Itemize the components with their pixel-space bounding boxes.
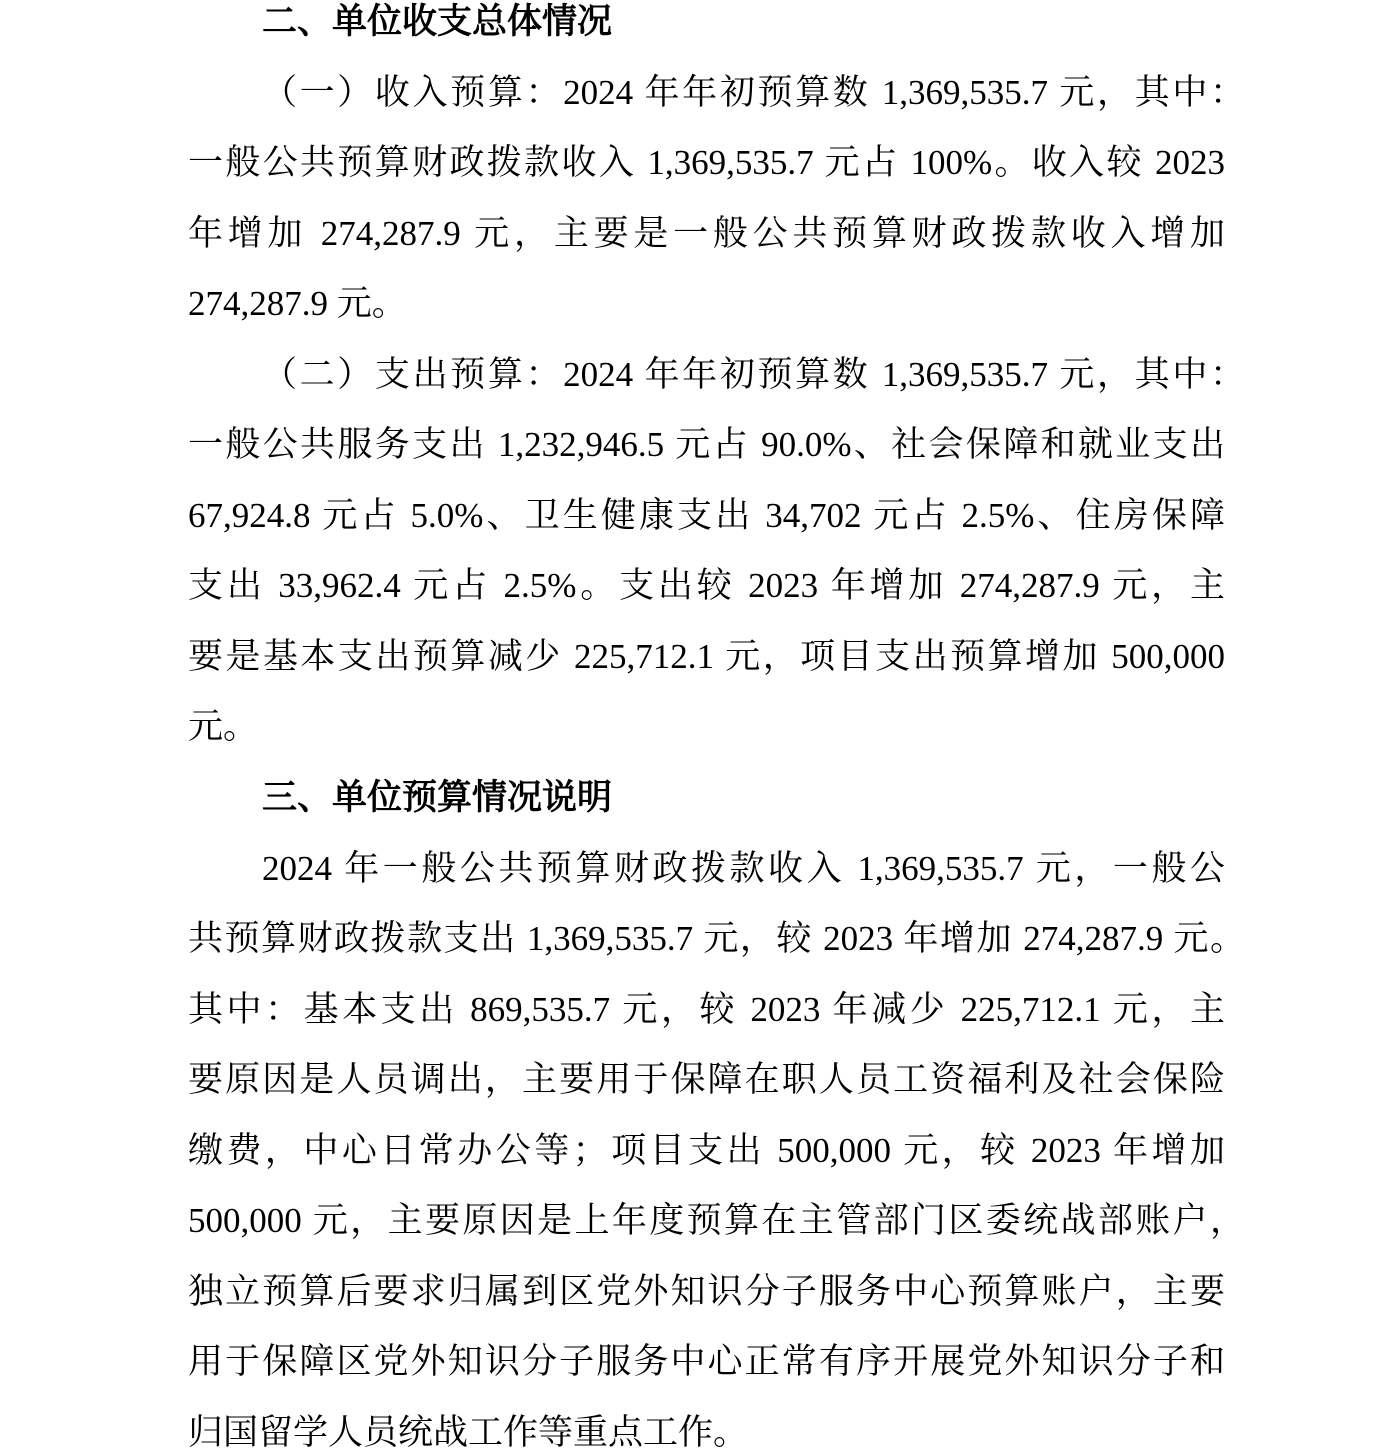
paragraph-line: 支出 33,962.4 元占 2.5%。支出较 2023 年增加 274,287.9 元，主 (188, 566, 1225, 606)
paragraph-line: 用于保障区党外知识分子服务中心正常有序开展党外知识分子和 (188, 1342, 1225, 1382)
paragraph-line: （一）收入预算：2024 年年初预算数 1,369,535.7 元，其中： (262, 72, 1245, 112)
section-heading: 二、单位收支总体情况 (262, 2, 613, 41)
paragraph-line: （二）支出预算：2024 年年初预算数 1,369,535.7 元，其中： (262, 354, 1245, 394)
paragraph-line: 2024 年一般公共预算财政拨款收入 1,369,535.7 元，一般公 (262, 848, 1225, 888)
document-page (188, 2, 1245, 1453)
section-budget-explanation (188, 778, 1245, 1453)
paragraph-line: 归国留学人员统战工作等重点工作。 (188, 1412, 749, 1452)
paragraph-line: 要是基本支出预算减少 225,712.1 元，项目支出预算增加 500,000 (188, 636, 1225, 676)
paragraph-line: 年增加 274,287.9 元，主要是一般公共预算财政拨款收入增加 (188, 213, 1225, 253)
paragraph-line: 274,287.9 元。 (188, 284, 407, 324)
paragraph-line: 共预算财政拨款支出 1,369,535.7 元，较 2023 年增加 274,287.9 元。 (188, 919, 1245, 959)
paragraph-expenditure-budget (188, 355, 1245, 748)
section-heading: 三、单位预算情况说明 (262, 778, 613, 818)
paragraph-line: 要原因是人员调出，主要用于保障在职人员工资福利及社会保险 (188, 1060, 1225, 1100)
paragraph-budget-explanation (188, 849, 1245, 1453)
paragraph-line: 500,000 元，主要原因是上年度预算在主管部门区委统战部账户， (188, 1201, 1245, 1241)
section-income-expenditure (188, 2, 1245, 747)
paragraph-line: 元。 (188, 707, 259, 747)
paragraph-line: 其中：基本支出 869,535.7 元，较 2023 年减少 225,712.1 元，主 (188, 989, 1225, 1029)
paragraph-line: 一般公共预算财政拨款收入 1,369,535.7 元占 100%。收入较 2023 (188, 143, 1225, 183)
paragraph-line: 一般公共服务支出 1,232,946.5 元占 90.0%、社会保障和就业支出 (188, 425, 1225, 465)
paragraph-line: 独立预算后要求归属到区党外知识分子服务中心预算账户，主要 (188, 1271, 1225, 1311)
paragraph-line: 67,924.8 元占 5.0%、卫生健康支出 34,702 元占 2.5%、住房保障 (188, 495, 1225, 535)
paragraph-line: 缴费，中心日常办公等；项目支出 500,000 元，较 2023 年增加 (188, 1130, 1225, 1170)
paragraph-income-budget (188, 73, 1245, 325)
